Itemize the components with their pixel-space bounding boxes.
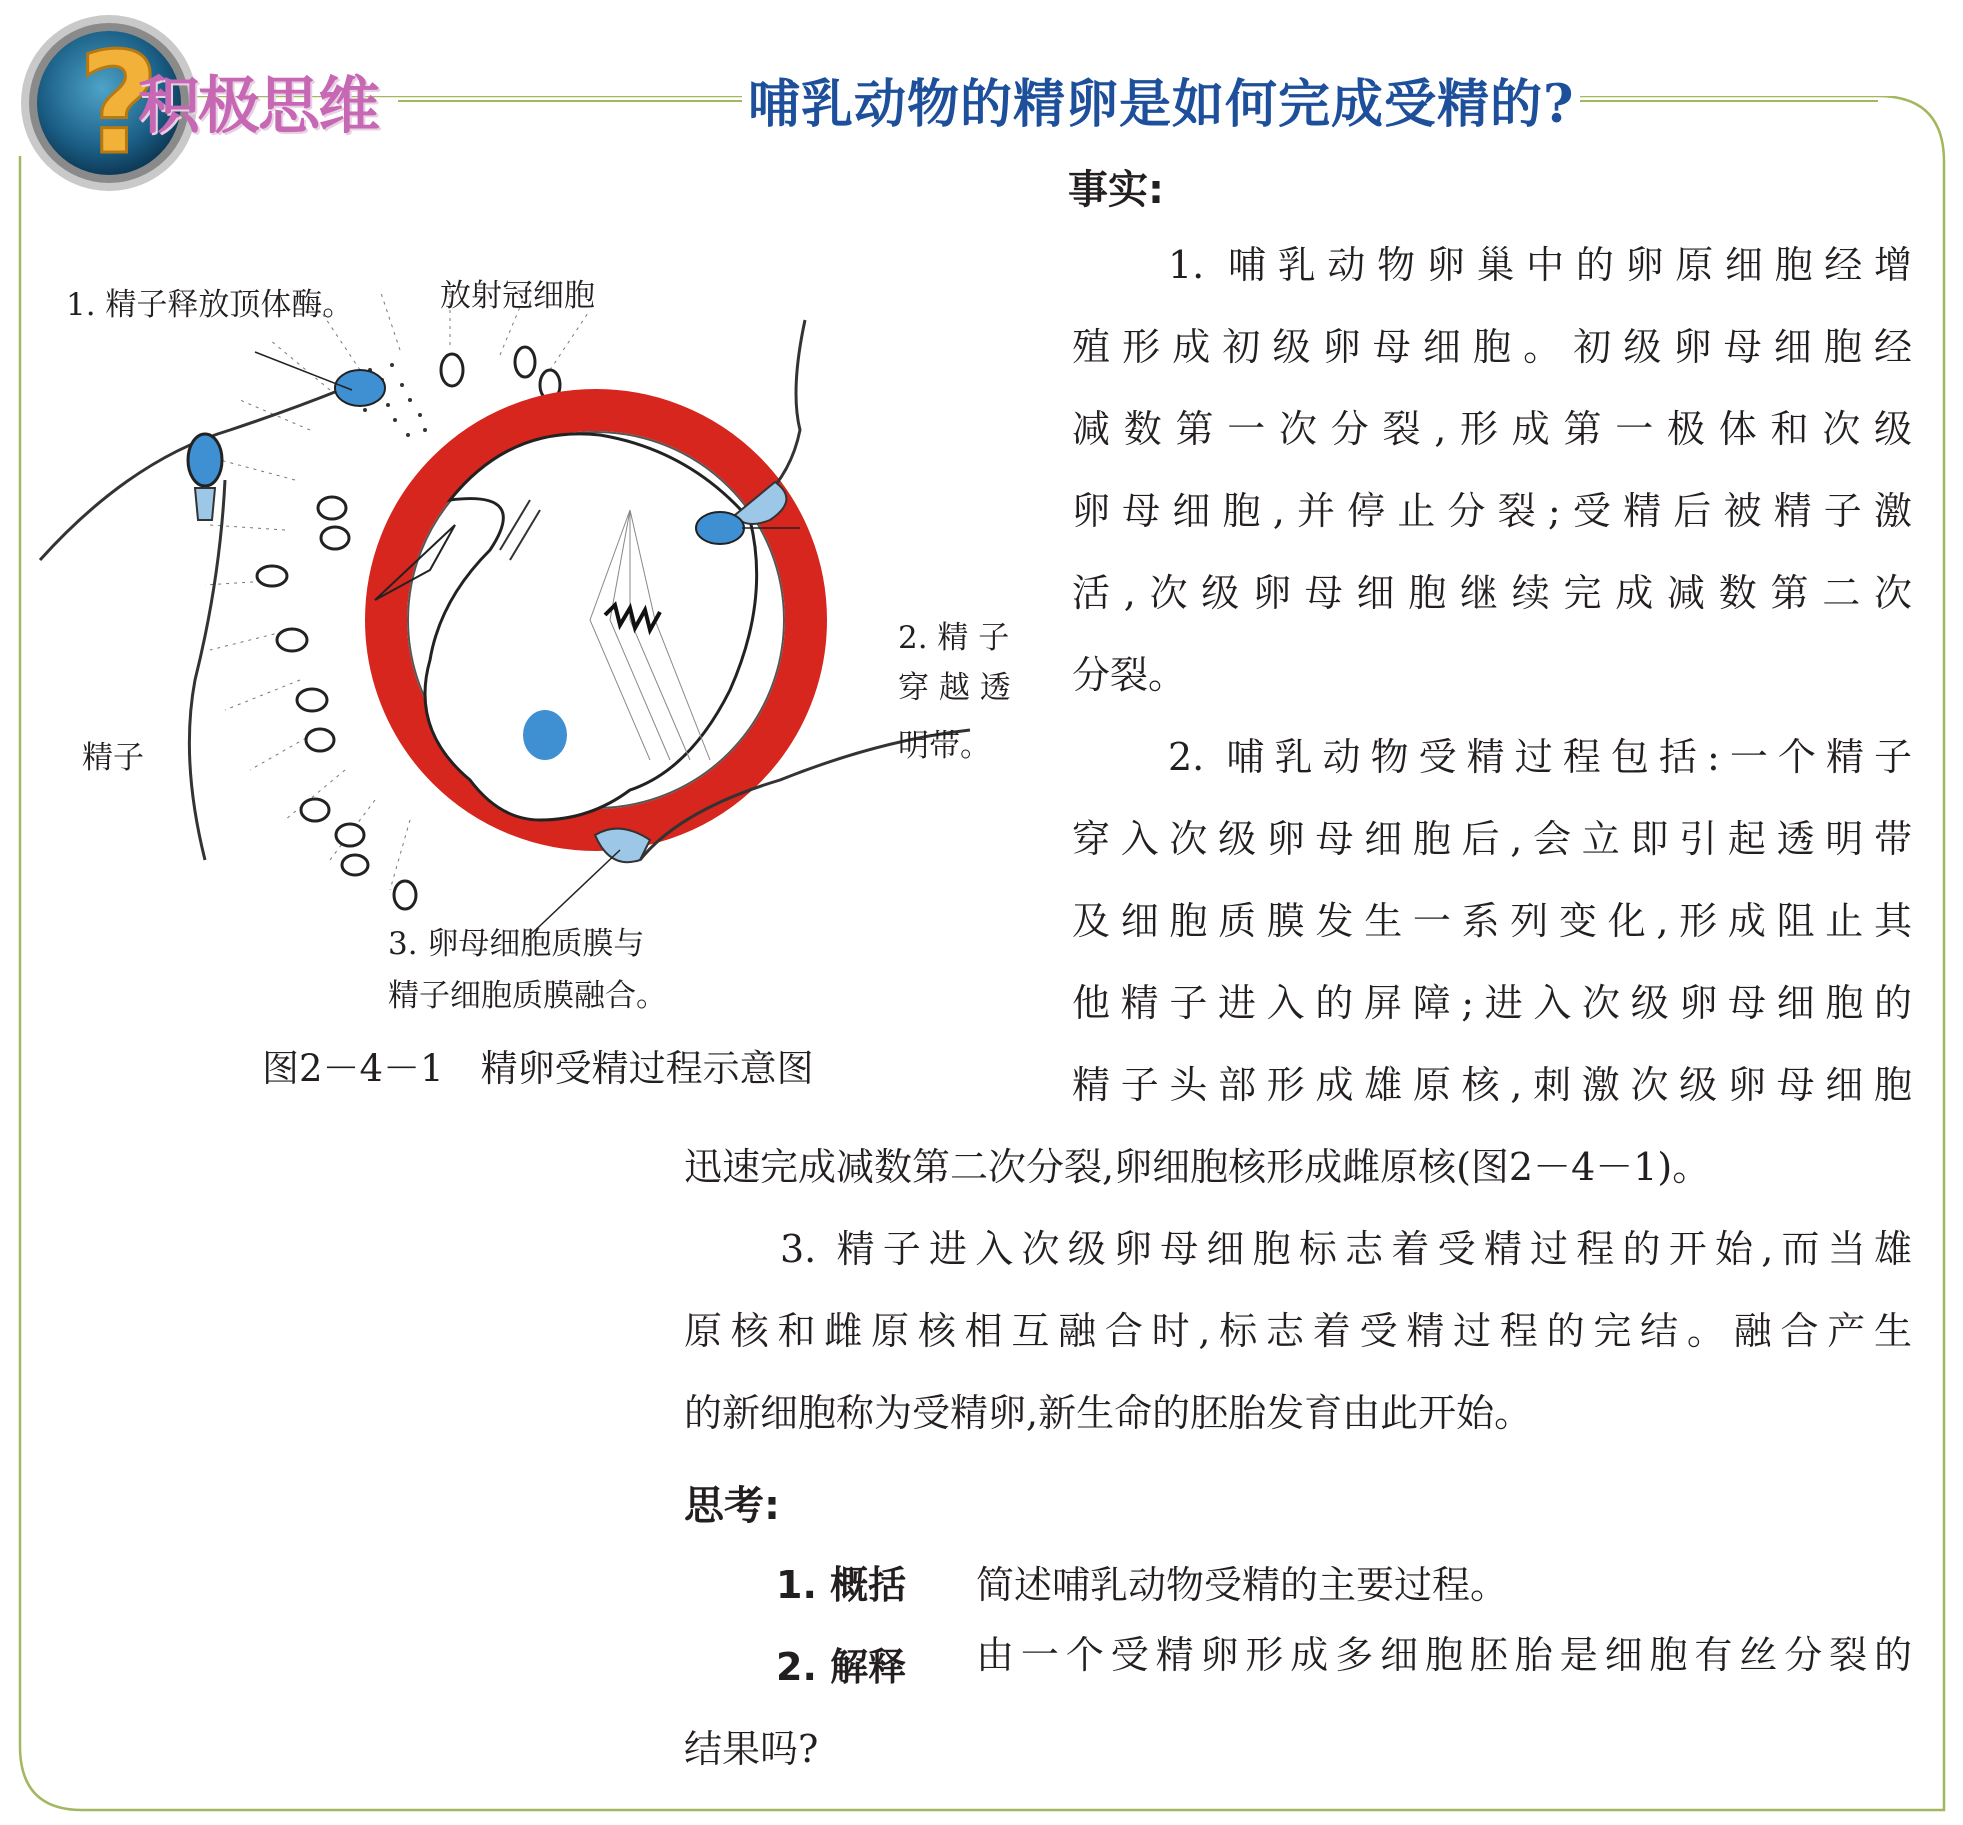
section-label: 积极思维 [138,69,379,142]
figure-caption: 图2－4－1 精卵受精过程示意图 [262,1047,814,1090]
fact-2-line-1: 2. 哺乳动物受精过程包括:一个精子 [1168,735,1912,779]
facts-column-narrow [1072,224,1912,1126]
question-2-label [776,1636,906,1691]
question-1-label [776,1554,906,1609]
question-2-cont: 结果吗? [684,1727,819,1771]
label-acrosome: 1. 精子释放顶体酶。 [66,287,354,323]
label-corona: 放射冠细胞 [440,278,595,314]
fact-3-line-3: 的新细胞称为受精卵,新生命的胚胎发育由此开始。 [684,1391,1533,1435]
label-zona-2: 穿 越 透 [898,670,1011,706]
facts-heading: 事实: [1068,167,1164,213]
fact-2-line-6: 迅速完成减数第二次分裂,卵细胞核形成雌原核(图2－4－1)。 [684,1145,1711,1189]
label-zona-1: 2. 精 子 [898,620,1010,656]
q1-label: 1. 概括 [776,1563,907,1607]
label-zona-3: 明带。 [898,728,991,764]
sperm-tail-left [189,480,225,860]
fact-1-line-6: 分裂。 [1072,653,1187,697]
sperm-nucleus-inside [523,710,567,760]
q2-label: 2. 解释 [776,1645,907,1689]
thinking-heading: 思考: [684,1483,780,1529]
fact-2-line-2: 穿入次级卵母细胞后,会立即引起透明带 [1072,817,1912,861]
question-2-text: 由一个受精卵形成多细胞胚胎是细胞有丝分裂的 [976,1633,1912,1677]
label-fusion-2: 精子细胞质膜融合。 [388,978,667,1014]
fact-3-line-2: 原核和雌原核相互融合时,标志着受精过程的完结。融合产生 [684,1309,1912,1353]
badge-symbol: ? [78,23,160,186]
fact-3-line-1: 3. 精子进入次级卵母细胞标志着受精过程的开始,而当雄 [780,1227,1912,1271]
leader-acrosome [255,352,352,390]
question-1-text: 简述哺乳动物受精的主要过程。 [976,1563,1509,1607]
label-fusion-1: 3. 卵母细胞质膜与 [388,926,645,962]
fact-1-line-4: 卵母细胞,并停止分裂;受精后被精子激 [1072,489,1912,533]
sperm-head-topleft [335,370,385,406]
question-2-text-wrap [976,1614,1912,1696]
fact-2-line-5: 精子头部形成雄原核,刺激次级卵母细胞 [1072,1063,1912,1107]
sperm-head-right [696,512,744,544]
fact-1-line-1: 1. 哺乳动物卵巢中的卵原细胞经增 [1168,243,1912,287]
fact-1-line-5: 活,次级卵母细胞继续完成减数第二次 [1072,571,1912,615]
facts-column-wide [684,1126,1912,1454]
fact-1-line-3: 减数第一次分裂,形成第一极体和次级 [1072,407,1912,451]
fact-2-line-3: 及细胞质膜发生一系列变化,形成阻止其 [1072,899,1912,943]
page-title: 哺乳动物的精卵是如何完成受精的? [742,62,1580,137]
sperm-head-left [188,434,222,486]
label-sperm: 精子 [82,740,144,776]
fact-2-line-4: 他精子进入的屏障;进入次级卵母细胞的 [1072,981,1912,1025]
fact-1-line-2: 殖形成初级卵母细胞。初级卵母细胞经 [1072,325,1912,369]
fertilization-diagram [30,260,1030,960]
